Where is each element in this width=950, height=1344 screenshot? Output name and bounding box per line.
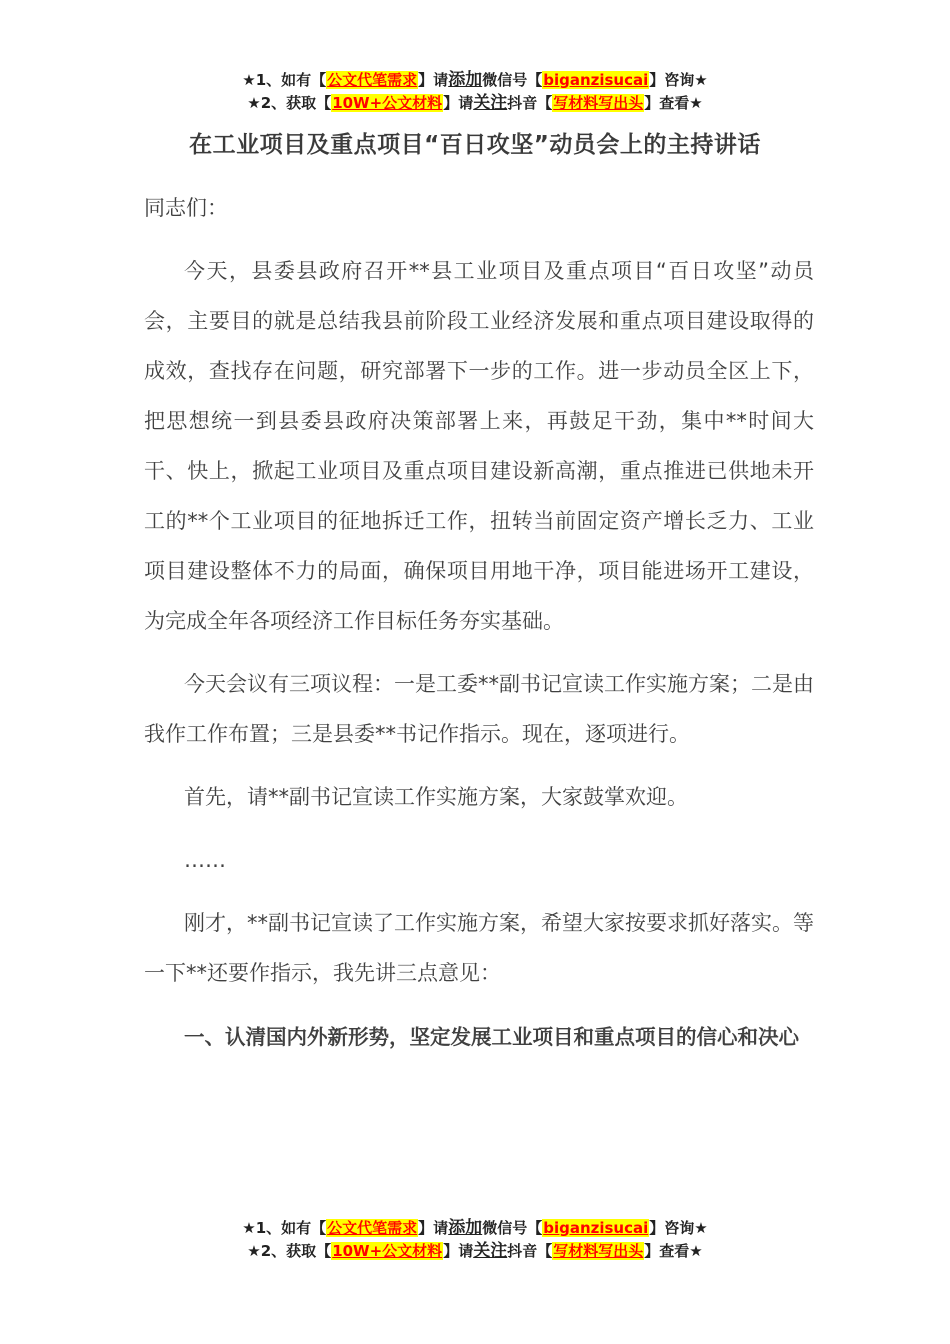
promo-text: ★2、获取【 [247, 94, 332, 112]
promo-highlight-wechat-id: biganzisucai [543, 71, 649, 89]
section-heading-1: 一、认清国内外新形势，坚定发展工业项目和重点项目的信心和决心 [184, 1025, 799, 1049]
promo-line-1 [0, 69, 950, 92]
promo-banner-top [0, 69, 950, 115]
promo-text: ★2、获取【 [247, 1242, 332, 1260]
promo-text: 】咨询★ [649, 71, 708, 89]
promo-text: 】请 [443, 94, 474, 112]
promo-text: 抖音【 [507, 1242, 553, 1260]
paragraph-agenda: 今天会议有三项议程：一是工委**副书记宣读工作实施方案；二是由我作工作布置；三是县委**书记作指示。现在，逐项进行。 [144, 672, 814, 746]
promo-text: 】请 [443, 1242, 474, 1260]
promo-highlight-service: 公文代笔需求 [327, 71, 418, 89]
promo-highlight-douyin: 写材料写出头 [553, 94, 644, 112]
paragraph-ellipsis: …… [184, 848, 226, 872]
promo-emphasis-follow: 关注 [473, 1241, 508, 1261]
promo-emphasis-follow: 关注 [473, 93, 508, 113]
promo-text: 】请 [418, 1219, 449, 1237]
promo-emphasis-add: 添加 [448, 70, 483, 90]
promo-highlight-materials: 10W+公文材料 [332, 94, 443, 112]
promo-text: ★1、如有【 [242, 71, 327, 89]
document-body [144, 183, 814, 1076]
promo-highlight-douyin: 写材料写出头 [553, 1242, 644, 1260]
paragraph-opening: 今天，县委县政府召开**县工业项目及重点项目“百日攻坚”动员会，主要目的就是总结我县前阶段工业经济发展和重点项目建设取得的成效，查找存在问题，研究部署下一步的工作。进一步动员全区上下，把思想统一到县委县政府决策部署上来，再鼓足干劲，集中**时间大干、快上，掀起工业项目及重点项目建设新高潮，重点推进已供地未开工的**个工业项目的征地拆迁工作，扭转当前固定资产增长乏力、工业项目建设整体不力的局面，确保项目用地干净，项目能进场开工建设，为完成全年各项经济工作目标任务夯实基础。 [144, 259, 814, 633]
promo-highlight-service: 公文代笔需求 [327, 1219, 418, 1237]
promo-highlight-materials: 10W+公文材料 [332, 1242, 443, 1260]
promo-emphasis-add: 添加 [448, 1218, 483, 1238]
promo-text: 抖音【 [507, 94, 553, 112]
promo-text: 微信号【 [482, 71, 543, 89]
promo-text: 】咨询★ [649, 1219, 708, 1237]
document-title: 在工业项目及重点项目“百日攻坚”动员会上的主持讲话 [189, 132, 761, 158]
promo-text: 】查看★ [644, 1242, 703, 1260]
promo-banner-bottom [0, 1217, 950, 1263]
promo-text: 】请 [418, 71, 449, 89]
promo-line-1 [0, 1217, 950, 1240]
promo-text: 微信号【 [482, 1219, 543, 1237]
promo-line-2 [0, 92, 950, 115]
promo-highlight-wechat-id: biganzisucai [543, 1219, 649, 1237]
salutation: 同志们： [144, 196, 228, 220]
promo-line-2 [0, 1240, 950, 1263]
promo-text: 】查看★ [644, 94, 703, 112]
paragraph-first-item: 首先，请**副书记宣读工作实施方案，大家鼓掌欢迎。 [184, 785, 688, 809]
paragraph-transition: 刚才，**副书记宣读了工作实施方案，希望大家按要求抓好落实。等一下**还要作指示，我先讲三点意见： [144, 911, 814, 985]
promo-text: ★1、如有【 [242, 1219, 327, 1237]
